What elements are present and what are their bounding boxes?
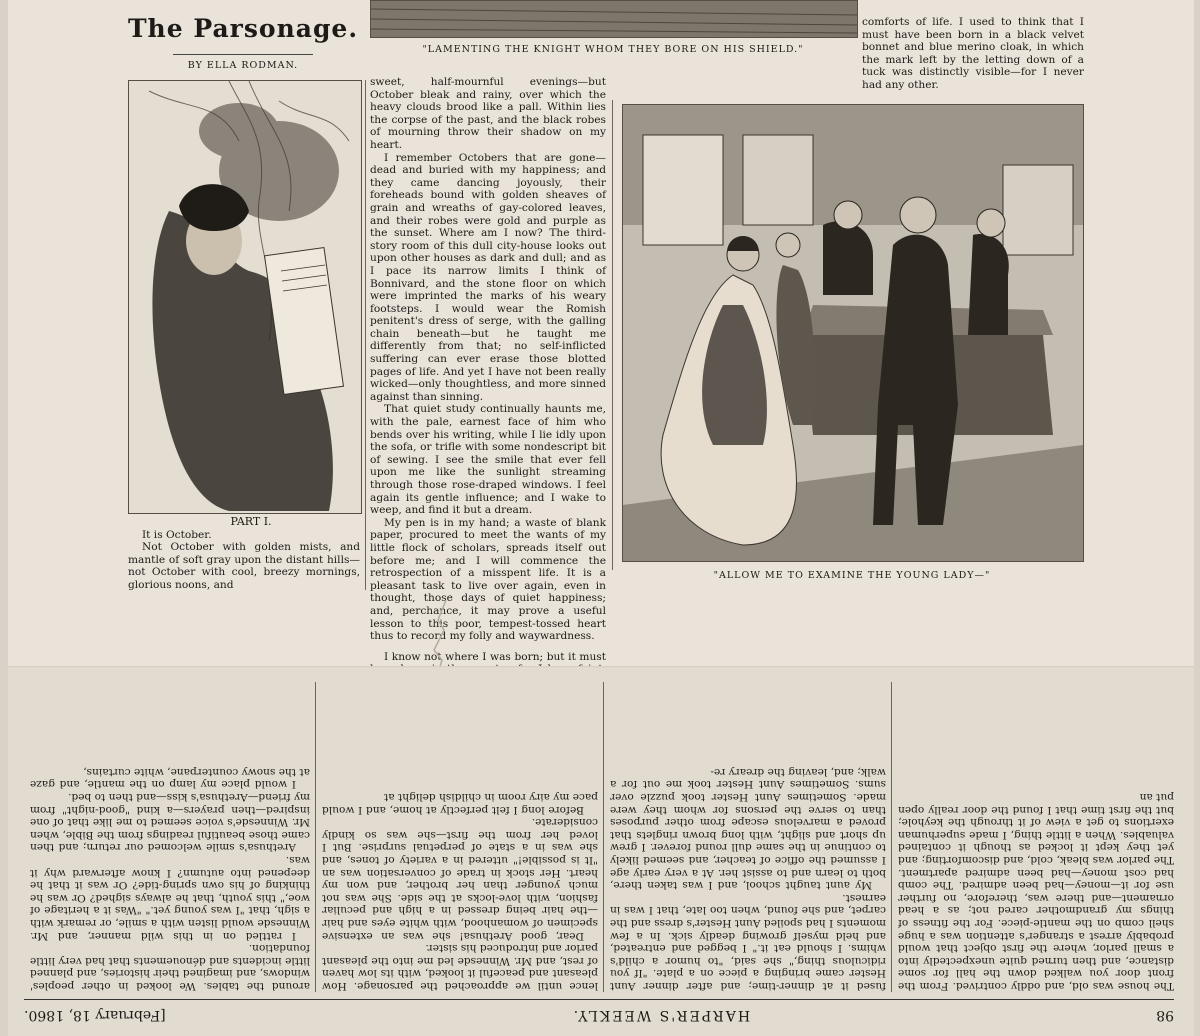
paragraph: The house was old, and oddly contrived. From the front door you walked down the hall for some distance, and then turned quite unexpectedly into a small parlor, where the first object that would probably arrest a stranger's attention was a huge shell comb on the mantle-piece. For the fitness of things my grandmother cared not; as a head ornament—and there was, therefore, no further use for it—money—had been admired. The comb had cost money—had been admired apartment. The parlor was bleak, cold, and discomforting; and yet they kept it locked as though it contained valuables. When a little thing, I made superhuman exertions to get a view of it through the keyhole; but the first time that I found the door really open put an (898, 791, 1174, 992)
illustration-caption: "ALLOW ME TO EXAMINE THE YOUNG LADY—" (713, 570, 991, 581)
paragraph: Not October with golden mists, and mantle of soft gray upon the distant hills—not October with cool, breezy mornings, glorious noons, and (128, 541, 360, 591)
byline: BY ELLA RODMAN. (187, 60, 299, 71)
paragraph: I rattled on in this wild manner, and Mr. Winnesde would listen with a smile, or remark with a sigh, that "I was young yet." "Was it a heritage of woe," this youth, that he always sighed? Or was he thinking of his own spring-tide? Or was it that he deepened into autumn? I know afterward why it was. (30, 854, 310, 942)
paragraph: sweet, half-mournful evenings—but October bleak and rainy, over which the heavy clouds brood like a pall. Within lies the corpse of the past, and the black robes of mourning throw their shadow on my heart. (370, 76, 606, 151)
column-rule (891, 682, 892, 992)
paragraph: Dear, good Arethusa! she was an extensive specimen of womanhood, with white eyes and hair—the hair being dressed in a high and peculiar fashion, with love-locks at the side. She was not much younger than her brother, and won my heart. Her stock in trade of conversation was an "It is possible!" uttered in a variety of tones, and she was in a state of perpetual surprise. But I loved her from the first—she was so kindly considerate. (322, 816, 598, 942)
masthead-rule (24, 999, 1174, 1000)
column-2 (370, 76, 606, 726)
paragraph: That quiet study continually haunts me, with the pale, earnest face of him who bends over his writing, while I lie idly upon the sofa, or trifle with some nondescript bit of sewing. I see the smile that ever fell upon me like the sunlight streaming through those rose-draped windows. I feel again its gentle influence; and I wake to weep, and find it but a dream. (370, 403, 606, 517)
illustration-classroom-scene (622, 104, 1084, 562)
paragraph: lence until we approached the parsonage. How pleasant and peaceful it looked, with its low haven of rest, and Mr. Winnesde led me into the pleasant parlor and introduced his sister. (322, 942, 598, 992)
engraving-woman (129, 81, 361, 513)
illustration-woman-in-bonnet (128, 80, 362, 514)
lower-column-2 (610, 682, 886, 992)
paragraph: I know not where I was born; but it must (384, 650, 606, 663)
lower-column-3 (322, 682, 598, 992)
issue-date: [February 18, 1860. (24, 1007, 166, 1023)
paragraph: It is October. (142, 528, 212, 541)
rotated-page (8, 668, 1194, 1036)
masthead-row (24, 1004, 1174, 1026)
lower-page-upside-down (8, 668, 1194, 1036)
title-rule (173, 54, 313, 55)
paragraph: comforts of life. I used to think that I must have been born in a black velvet bonnet and blue merino cloak, in which the mark left by the letting down of a tuck was distinctly visible—for I never had any other. (862, 16, 1084, 91)
page-number: 98 (1156, 1007, 1174, 1023)
paragraph: Arethusa's smile welcomed our return; and then came those beautiful readings from the Bible, when Mr. Winnesde's voice seemed to me like that of one inspired—then prayers—a kind "good-night" from my friend—Arethusa's kiss—and then to bed. (30, 791, 310, 854)
paragraph: I would place my lamp on the mantle, and gaze at the snowy counterpane, white curtains, (30, 765, 310, 791)
newspaper-sheet (8, 0, 1194, 1036)
lower-column-4 (30, 682, 310, 992)
column-rule (603, 682, 604, 992)
column-3 (862, 16, 1084, 92)
paragraph: I remember Octobers that are gone—dead and buried with my happiness; and they came dancing joyously, their foreheads bound with golden sheaves of grain and wreaths of gay-colored leaves, and their robes were gold and purple as the sunset. Where am I now? The third-story room of this dull city-house looks out upon other houses as dark and dull; and as I pace its narrow limits I think of Bonnivard, and the stone floor on which were imprinted the marks of his weary footsteps. I would wear the Romish penitent's dress of serge, with the galling chain beneath—but he taught me differently from that; no self-inflicted suffering can ever erase those blotted pages of life. And yet I have not been really wicked—only thoughtless, and more sinned against than sinning. (370, 151, 606, 403)
top-caption: "LAMENTING THE KNIGHT WHOM THEY BORE ON HIS SHIELD." (422, 44, 804, 55)
paragraph: My pen is in my hand; a waste of blank paper, procured to meet the wants of my little flock of scholars, spreads itself out before me; and I will commence the retrospection of a misspent life. It is a pleasant task to live over again, even in thought, those days of quiet happiness; and, perchance, it may prove a useful lesson to this poor, tempest-tossed heart thus to record my folly and waywardness. (370, 516, 606, 643)
column-1 (128, 516, 360, 592)
illustration-knight-strip (370, 0, 858, 38)
lower-column-1 (898, 682, 1174, 992)
paragraph: fused it at dinner-time; and after dinner Aunt Hester came bringing a piece on a plate. "If you ridiculous thing," she said, "to humor a child's whims. I should eat it." I begged and entreated, and held myself growing deadly sick. In a few moments I had spoiled Aunt Hester's dress and the carpet, and she found, when too late, that I was in earnest. (610, 891, 886, 992)
engraving-classroom (623, 105, 1083, 561)
masthead-title: HARPER'S WEEKLY. (571, 1007, 751, 1023)
upper-page (8, 0, 1194, 669)
engraving-knight (371, 1, 857, 37)
column-rule (365, 80, 366, 590)
story-title: The Parsonage. (127, 14, 359, 43)
part-heading: PART I. (230, 515, 272, 528)
paragraph: Before long I felt perfectly at home, and I would pace my airy room in childish delight at (322, 791, 598, 816)
paragraph: around the tables. We looked in other peoples' windows, and imagined their histories, and planned little incidents and dénouements that had very little foundation. (30, 942, 310, 992)
column-rule (315, 682, 316, 992)
column-rule (612, 100, 613, 570)
paragraph: My aunt taught school, and I was taken there, both to learn and to assist her. At a very early age I assumed the office of teacher, and seemed likely to continue in the same dull round forever. I grew up short and slight, with long brown ringlets that proved a marvelous escape from other purposes than to serve the persons for whom they were made. Sometimes Aunt Hester took puzzle over sums. Sometimes Aunt Hester took me out for a walk; and, leaving the dreary re- (610, 765, 886, 892)
